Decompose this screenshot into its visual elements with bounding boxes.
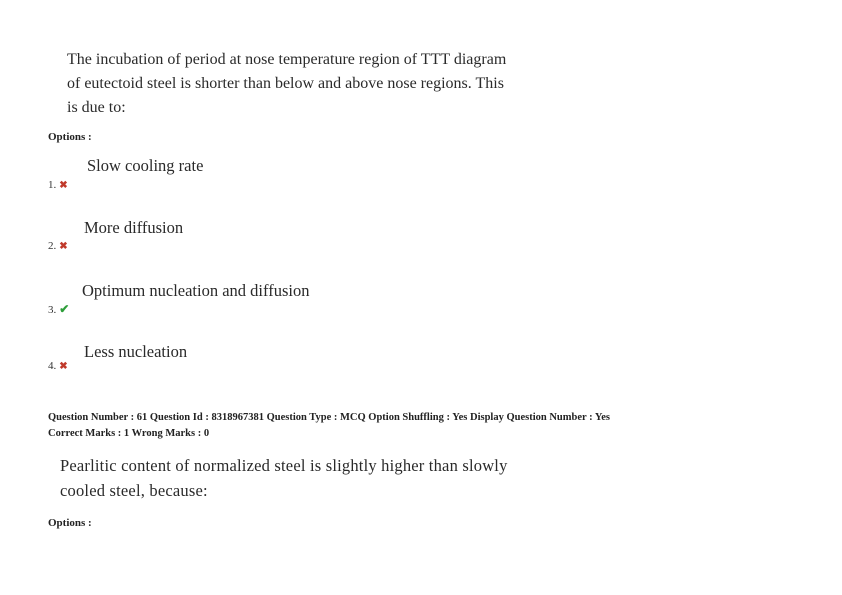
option-4-number: 4. — [48, 360, 57, 372]
cross-icon: ✖ — [59, 179, 68, 191]
question-1-line-1: The incubation of period at nose temperature region of TTT diagram — [67, 51, 507, 68]
options-label: Options : — [48, 131, 92, 143]
question-2-line-2: cooled steel, because: — [60, 481, 208, 500]
option-2-text: More diffusion — [84, 218, 184, 237]
option-2-marker — [48, 240, 68, 252]
option-1-text: Slow cooling rate — [87, 156, 204, 175]
option-4-text: Less nucleation — [84, 342, 188, 361]
option-1-marker — [48, 179, 68, 191]
cross-icon: ✖ — [59, 240, 68, 252]
options-label-2: Options : — [48, 517, 92, 529]
question-1-line-2: of eutectoid steel is shorter than below and above nose regions. This — [67, 75, 504, 92]
option-2-number: 2. — [48, 240, 57, 252]
question-1-text — [67, 48, 587, 120]
option-3-text: Optimum nucleation and diffusion — [82, 281, 310, 300]
option-3-marker — [48, 302, 69, 317]
question-2-text — [60, 453, 600, 503]
option-3-number: 3. — [48, 303, 57, 316]
question-1-line-3: is due to: — [67, 99, 126, 116]
option-1-number: 1. — [48, 179, 57, 191]
cross-icon: ✖ — [59, 360, 68, 372]
option-4-marker — [48, 360, 68, 372]
question-2-line-1: Pearlitic content of normalized steel is slightly higher than slowly — [60, 456, 508, 475]
question-2-meta-line-1: Question Number : 61 Question Id : 8318967381 Question Type : MCQ Option Shuffling : Yes Display Question Number : Yes — [48, 412, 611, 423]
question-2-meta-line-2: Correct Marks : 1 Wrong Marks : 0 — [48, 428, 210, 439]
check-icon: ✔ — [59, 302, 70, 316]
